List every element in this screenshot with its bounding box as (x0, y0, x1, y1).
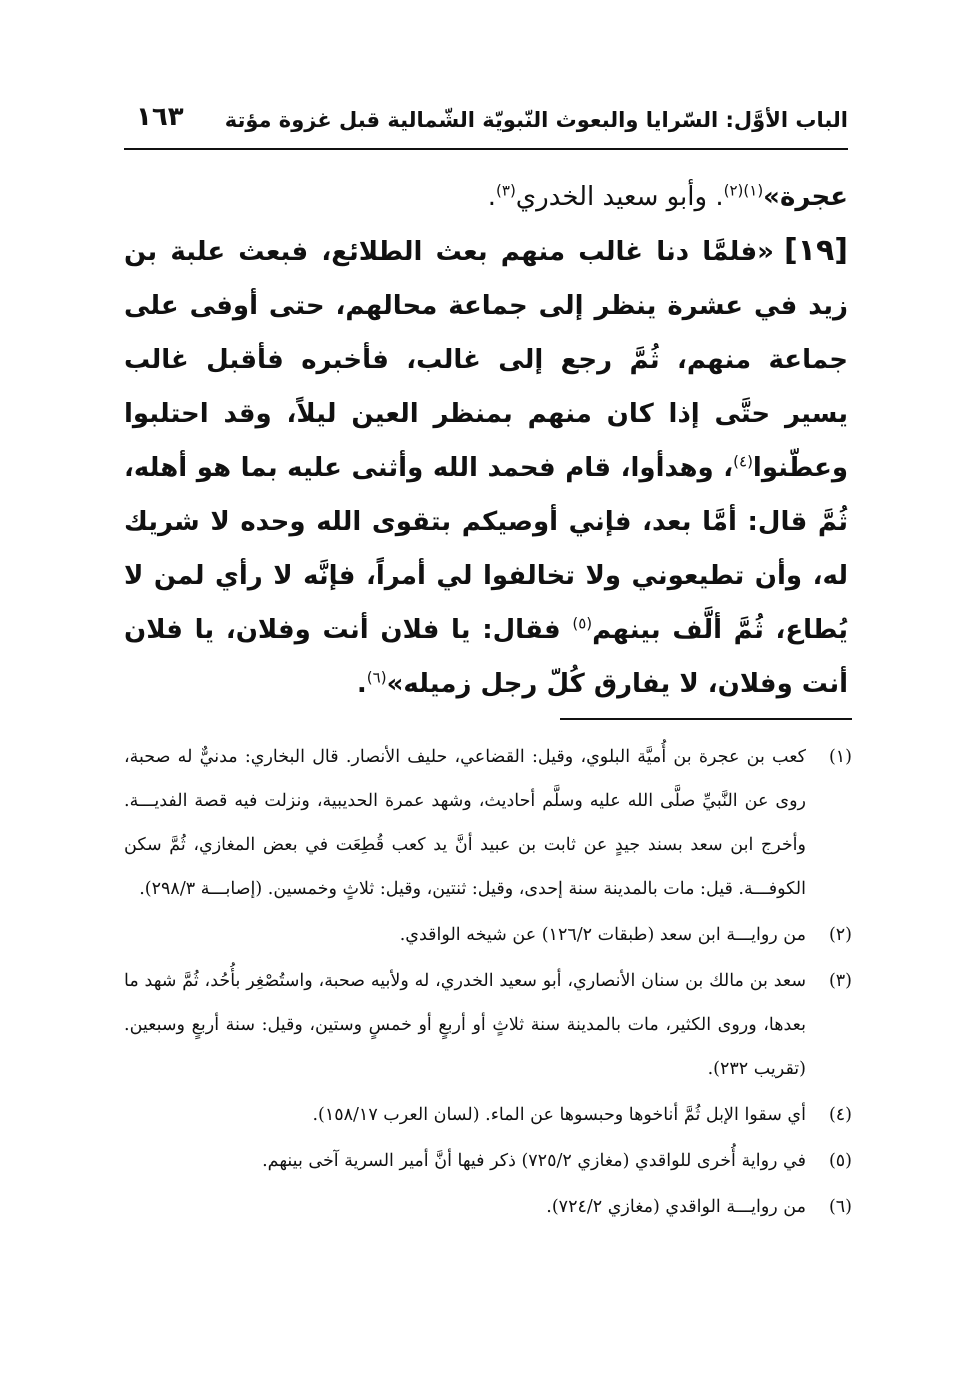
paragraph-number: [١٩] (783, 233, 848, 268)
intro-lead: عجرة» (763, 182, 848, 212)
footnote-ref-1-2[interactable]: (١)(٢) (723, 181, 764, 200)
footnotes (124, 735, 852, 1231)
footnote-text: من روايـــة ابن سعد (طبقات ١٢٦/٢) عن شيخه الواقدي. (399, 925, 806, 945)
main-text (124, 170, 848, 711)
footnote-ref-3[interactable]: (٣) (496, 181, 516, 200)
paragraph-text-2: ، وهدأوا، قام فحمد الله وأثنى عليه بما هو أهله، ثُمَّ قال: أمَّا بعد، فإني أوصيكم بتقوى الله وحده لا شريك له، وأن تطيعوني ولا تخالفوا لي أمراً، فإنَّه لا رأي لمن لا يُطاع، ثُمَّ ألَّف بينهم (124, 453, 848, 645)
chapter-title: الباب الأوَّل: السّرايا والبعوث النّبويّة الشّمالية قبل غزوة مؤتة (224, 108, 848, 132)
footnote-number: (٢) (828, 925, 852, 945)
paragraph-19 (124, 224, 848, 711)
footnote-number: (٦) (828, 1197, 852, 1217)
paragraph-text-3: فقال: يا فلان أنت وفلان، يا فلان أنت وفلان، لا يفارق كُلّ رجل زميله» (124, 615, 848, 699)
footnote-number: (٥) (828, 1151, 852, 1171)
intro-rest: . وأبو سعيد الخدري (515, 182, 724, 212)
footnote-5 (124, 1139, 852, 1183)
footnote-ref-6[interactable]: (٦) (366, 668, 387, 687)
footnote-text: كعب بن عجرة بن أُميَّة البلوي، وقيل: القضاعي، حليف الأنصار. قال البخاري: مدنيٌّ له صحبة، روى عن النَّبيِّ صلَّى الله عليه وسلَّم أحاديث، وشهد عمرة الحديبية، ونزلت فيه قصة الفديـــة. وأخرج ابن سعد بسند جيدٍ عن ثابت بن عبيد أنَّ يد كعب قُطِعَت في بعض المغازي، ثُمَّ سكن الكوفـــة. قيل: مات بالمدينة سنة إحدى، وقيل: ثنتين، وقيل: ثلاثٍ وخمسين. (إصابـــة ٢٩٨/٣). (124, 747, 806, 899)
footnote-ref-5[interactable]: (٥) (572, 614, 593, 633)
footnote-number: (١) (828, 747, 852, 767)
intro-end: . (487, 182, 497, 212)
footnote-6 (124, 1185, 852, 1229)
footnote-number: (٣) (828, 971, 852, 991)
footnote-4 (124, 1093, 852, 1137)
running-header (124, 102, 848, 150)
footnote-text: أي سقوا الإبل ثُمَّ أناخوها وحبسوها عن الماء. (لسان العرب ١٥٨/١٧). (312, 1105, 806, 1125)
footnote-text: سعد بن مالك بن سنان الأنصاري، أبو سعيد الخدري، له ولأبيه صحبة، واستُصْغِر بأُحُد، ثُمَّ شهد ما بعدها، وروى الكثير، مات بالمدينة سنة ثلاثٍ أو أربعٍ أو خمسٍ وستين، وقيل: سنة أربعٍ وسبعين. (تقريب ٢٣٢). (124, 971, 806, 1079)
footnote-1 (124, 735, 852, 911)
page-number: ١٦٣ (136, 102, 184, 132)
paragraph-end: . (356, 669, 367, 699)
footnote-number: (٤) (828, 1105, 852, 1125)
footnote-ref-4[interactable]: (٤) (733, 452, 753, 471)
footnote-separator (560, 718, 852, 720)
footnote-text: من روايـــة الواقدي (مغازي ٧٢٤/٢). (546, 1197, 806, 1217)
intro-line (124, 170, 848, 224)
footnote-2 (124, 913, 852, 957)
footnote-text: في رواية أُخرى للواقدي (مغازي ٧٢٥/٢) ذكر فيها أنَّ أمير السرية آخى بينهم. (262, 1151, 806, 1171)
paragraph-text-1: «فلمَّا دنا غالب منهم بعث الطلائع، فبعث علبة بن زيد في عشرة ينظر إلى جماعة محالهم، حتى أوفى على جماعة منهم، ثُمَّ رجع إلى غالب، فأخبره فأقبل غالب يسير حتَّى إذا كان منهم بمنظر العين ليلاً، وقد احتلبوا وعطّنوا (124, 237, 848, 483)
footnote-3 (124, 959, 852, 1091)
